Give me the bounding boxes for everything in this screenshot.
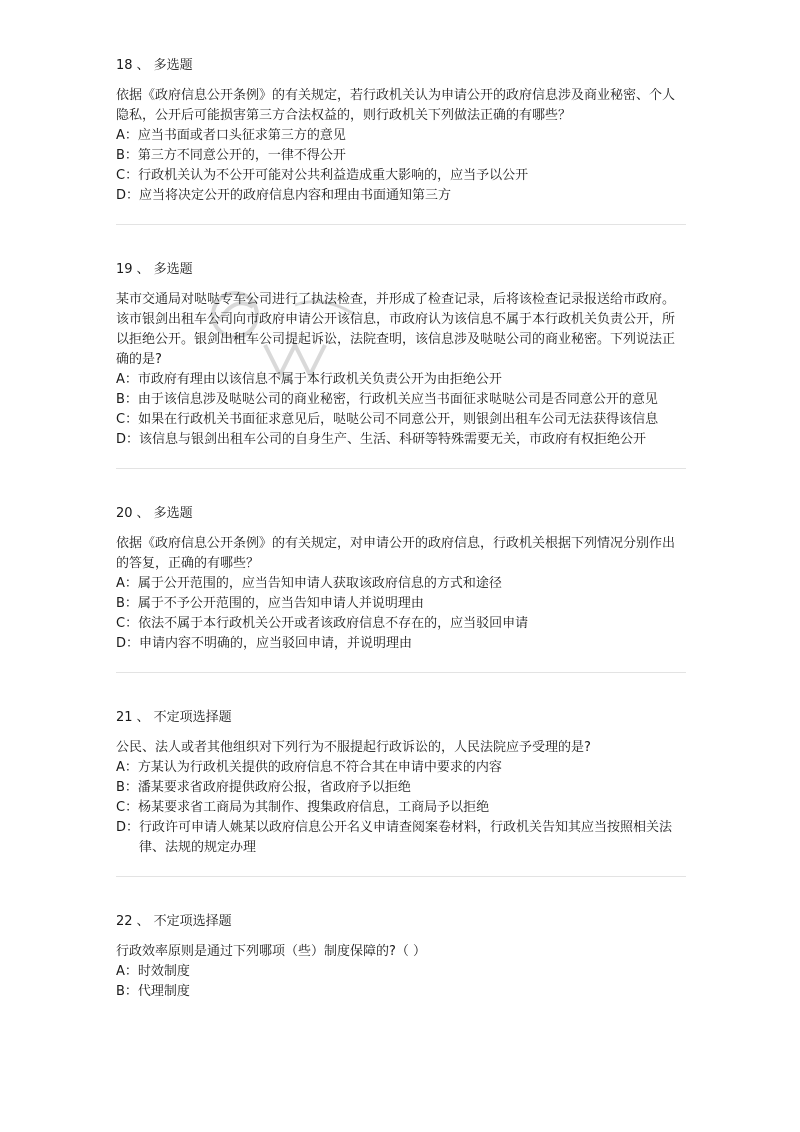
question-number: 19 <box>116 262 133 277</box>
option-key: A： <box>116 964 138 979</box>
option-row <box>116 614 686 634</box>
question-stem: 公民、法人或者其他组织对下列行为不服提起行政诉讼的，人民法院应予受理的是? <box>116 740 591 755</box>
option-text: 市政府有理由以该信息不属于本行政机关负责公开为由拒绝公开 <box>137 372 502 387</box>
option-row <box>116 390 686 410</box>
question-stem: 某市交通局对哒哒专车公司进行了执法检查，并形成了检查记录，后将该检查记录报送给市政府。该市银剑出租车公司向市政府申请公开该信息，市政府认为该信息不属于本行政机关负责公开，所以拒绝公开。银剑出租车公司提起诉讼，法院查明，该信息涉及哒哒公司的商业秘密。下列说法正确的是? <box>116 292 676 367</box>
question-21 <box>116 708 686 858</box>
option-key: B： <box>116 392 138 407</box>
option-row <box>116 634 686 654</box>
question-type: 多选题 <box>153 506 193 521</box>
option-key: A： <box>116 760 138 775</box>
option-row <box>116 778 686 798</box>
option-row <box>116 982 686 1002</box>
option-text: 方某认为行政机关提供的政府信息不符合其在申请中要求的内容 <box>137 760 502 775</box>
question-number: 22 <box>116 914 133 929</box>
option-text: 申请内容不明确的，应当驳回申请，并说明理由 <box>139 636 413 651</box>
option-text: 该信息与银剑出租车公司的自身生产、生活、科研等特殊需要无关，市政府有权拒绝公开 <box>139 432 647 447</box>
question-number: 18 <box>116 58 133 73</box>
option-key: A： <box>116 372 138 387</box>
option-key: D： <box>116 432 140 447</box>
question-separator: 、 <box>136 914 150 929</box>
option-row <box>116 370 686 390</box>
option-row <box>116 758 686 778</box>
question-header <box>116 56 686 76</box>
question-type: 不定项选择题 <box>153 914 232 929</box>
option-text: 时效制度 <box>137 964 190 979</box>
option-key: B： <box>116 148 138 163</box>
document-page <box>116 56 686 1002</box>
section-divider <box>116 876 686 877</box>
option-row <box>116 962 686 982</box>
option-key: D： <box>116 820 140 835</box>
question-type: 不定项选择题 <box>153 710 232 725</box>
option-text: 行政许可申请人姚某以政府信息公开名义申请查阅案卷材料，行政机关告知其应当按照相关法律、法规的规定办理 <box>139 820 673 855</box>
option-key: C： <box>116 168 139 183</box>
question-number: 20 <box>116 506 133 521</box>
option-text: 依法不属于本行政机关公开或者该政府信息不存在的，应当驳回申请 <box>138 616 529 631</box>
question-stem: 依据《政府信息公开条例》的有关规定，若行政机关认为申请公开的政府信息涉及商业秘密、个人隐私，公开后可能损害第三方合法权益的，则行政机关下列做法正确的有哪些？ <box>116 88 676 123</box>
option-row <box>116 798 686 818</box>
option-row <box>116 186 686 206</box>
option-row <box>116 818 686 858</box>
option-row <box>116 430 686 450</box>
option-text: 属于不予公开范围的，应当告知申请人并说明理由 <box>137 596 424 611</box>
option-row <box>116 594 686 614</box>
option-key: B： <box>116 596 138 611</box>
option-row <box>116 410 686 430</box>
question-separator: 、 <box>136 262 150 277</box>
option-key: D： <box>116 188 140 203</box>
option-text: 潘某要求省政府提供政府公报，省政府予以拒绝 <box>137 780 411 795</box>
question-number: 21 <box>116 710 133 725</box>
option-row <box>116 126 686 146</box>
question-header <box>116 504 686 524</box>
option-key: C： <box>116 800 139 815</box>
option-text: 代理制度 <box>137 984 190 999</box>
question-header <box>116 912 686 932</box>
option-key: A： <box>116 128 138 143</box>
section-divider <box>116 224 686 225</box>
question-type: 多选题 <box>153 262 193 277</box>
option-key: C： <box>116 616 139 631</box>
option-key: B： <box>116 780 138 795</box>
option-text: 由于该信息涉及哒哒公司的商业秘密，行政机关应当书面征求哒哒公司是否同意公开的意见 <box>137 392 658 407</box>
option-text: 如果在行政机关书面征求意见后，哒哒公司不同意公开，则银剑出租车公司无法获得该信息 <box>138 412 659 427</box>
option-text: 第三方不同意公开的，一律不得公开 <box>137 148 346 163</box>
option-text: 行政机关认为不公开可能对公共利益造成重大影响的，应当予以公开 <box>138 168 529 183</box>
question-header <box>116 708 686 728</box>
option-text: 应当将决定公开的政府信息内容和理由书面通知第三方 <box>139 188 452 203</box>
question-stem: 依据《政府信息公开条例》的有关规定，对申请公开的政府信息，行政机关根据下列情况分别作出的答复，正确的有哪些？ <box>116 536 676 571</box>
option-text: 属于公开范围的，应当告知申请人获取该政府信息的方式和途径 <box>137 576 502 591</box>
question-header <box>116 260 686 280</box>
question-22 <box>116 912 686 1002</box>
question-separator: 、 <box>136 58 150 73</box>
question-separator: 、 <box>136 506 150 521</box>
question-separator: 、 <box>136 710 150 725</box>
option-key: C： <box>116 412 139 427</box>
question-stem: 行政效率原则是通过下列哪项（些）制度保障的?（ ） <box>116 944 427 959</box>
option-key: B： <box>116 984 138 999</box>
question-19 <box>116 260 686 450</box>
section-divider <box>116 468 686 469</box>
question-20 <box>116 504 686 654</box>
section-divider <box>116 672 686 673</box>
option-row <box>116 574 686 594</box>
option-text: 杨某要求省工商局为其制作、搜集政府信息，工商局予以拒绝 <box>138 800 490 815</box>
option-row <box>116 166 686 186</box>
option-row <box>116 146 686 166</box>
question-18 <box>116 56 686 206</box>
option-key: A： <box>116 576 138 591</box>
option-key: D： <box>116 636 140 651</box>
question-type: 多选题 <box>153 58 193 73</box>
option-text: 应当书面或者口头征求第三方的意见 <box>137 128 346 143</box>
